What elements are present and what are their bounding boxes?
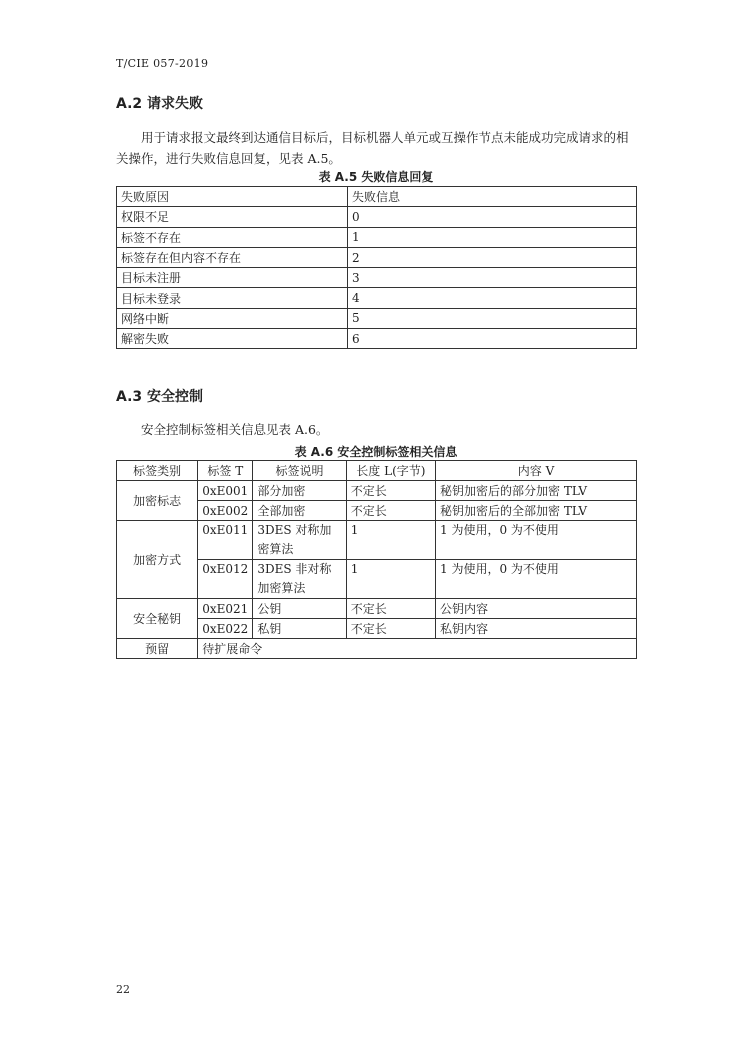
table-cell: 3 — [348, 268, 637, 288]
content-cell: 1 为使用，0 为不使用 — [436, 521, 637, 560]
content-cell: 秘钥加密后的部分加密 TLV — [436, 481, 637, 501]
length-cell: 不定长 — [346, 619, 435, 639]
column-header: 标签说明 — [253, 461, 346, 481]
page-number: 22 — [116, 983, 130, 996]
length-cell: 不定长 — [346, 481, 435, 501]
length-cell: 不定长 — [346, 501, 435, 521]
table-row — [117, 639, 637, 659]
content-cell: 公钥内容 — [436, 599, 637, 619]
table-row — [117, 268, 637, 288]
section-a3-paragraph: 安全控制标签相关信息见表 A.6。 — [141, 422, 329, 437]
group-label-reserved: 预留 — [117, 639, 198, 659]
table-row — [117, 247, 637, 267]
description-cell: 3DES 对称加密算法 — [253, 521, 346, 560]
content-cell: 私钥内容 — [436, 619, 637, 639]
tag-cell: 0xE012 — [198, 560, 253, 599]
length-cell: 不定长 — [346, 599, 435, 619]
column-header: 标签 T — [198, 461, 253, 481]
tag-cell: 0xE022 — [198, 619, 253, 639]
table-cell: 6 — [348, 329, 637, 349]
description-cell: 公钥 — [253, 599, 346, 619]
table-a6-caption: 表 A.6 安全控制标签相关信息 — [294, 445, 458, 459]
group-label-encryption-flag: 加密标志 — [117, 481, 198, 521]
length-cell: 1 — [346, 560, 435, 599]
content-cell: 1 为使用，0 为不使用 — [436, 560, 637, 599]
table-header-row — [117, 187, 637, 207]
group-label-security-key: 安全秘钥 — [117, 599, 198, 639]
table-row — [117, 308, 637, 328]
table-row — [117, 599, 637, 619]
table-a5-caption: 表 A.5 失败信息回复 — [318, 170, 434, 184]
table-cell: 0 — [348, 207, 637, 227]
table-cell: 目标未注册 — [117, 268, 348, 288]
column-header: 标签类别 — [117, 461, 198, 481]
table-cell: 标签不存在 — [117, 227, 348, 247]
table-cell: 1 — [348, 227, 637, 247]
table-cell: 网络中断 — [117, 308, 348, 328]
table-cell: 解密失败 — [117, 329, 348, 349]
reserved-content-cell: 待扩展命令 — [198, 639, 637, 659]
table-cell: 标签存在但内容不存在 — [117, 247, 348, 267]
tag-cell: 0xE011 — [198, 521, 253, 560]
table-row — [117, 288, 637, 308]
tag-cell: 0xE002 — [198, 501, 253, 521]
table-header-row — [117, 461, 637, 481]
description-cell: 私钥 — [253, 619, 346, 639]
group-label-encryption-method: 加密方式 — [117, 521, 198, 599]
table-row — [117, 329, 637, 349]
table-cell: 4 — [348, 288, 637, 308]
tag-cell: 0xE001 — [198, 481, 253, 501]
description-cell: 部分加密 — [253, 481, 346, 501]
section-heading-a2: A.2 请求失败 — [116, 96, 204, 112]
description-cell: 全部加密 — [253, 501, 346, 521]
document-id: T/CIE 057-2019 — [116, 57, 209, 70]
table-row — [117, 227, 637, 247]
table-row — [117, 521, 637, 560]
column-header: 长度 L(字节) — [346, 461, 435, 481]
table-cell: 权限不足 — [117, 207, 348, 227]
description-cell: 3DES 非对称加密算法 — [253, 560, 346, 599]
table-a5 — [116, 186, 637, 349]
column-header: 内容 V — [436, 461, 637, 481]
table-row — [117, 207, 637, 227]
content-cell: 秘钥加密后的全部加密 TLV — [436, 501, 637, 521]
table-a6 — [116, 460, 637, 659]
length-cell: 1 — [346, 521, 435, 560]
table-cell: 目标未登录 — [117, 288, 348, 308]
section-a2-paragraph: 用于请求报文最终到达通信目标后，目标机器人单元或互操作节点未能成功完成请求的相关操作，进行失败信息回复，见表 A.5。 — [116, 130, 629, 166]
column-header: 失败原因 — [117, 187, 348, 207]
column-header: 失败信息 — [348, 187, 637, 207]
table-cell: 5 — [348, 308, 637, 328]
table-cell: 2 — [348, 247, 637, 267]
tag-cell: 0xE021 — [198, 599, 253, 619]
section-heading-a3: A.3 安全控制 — [116, 389, 204, 405]
table-row — [117, 481, 637, 501]
